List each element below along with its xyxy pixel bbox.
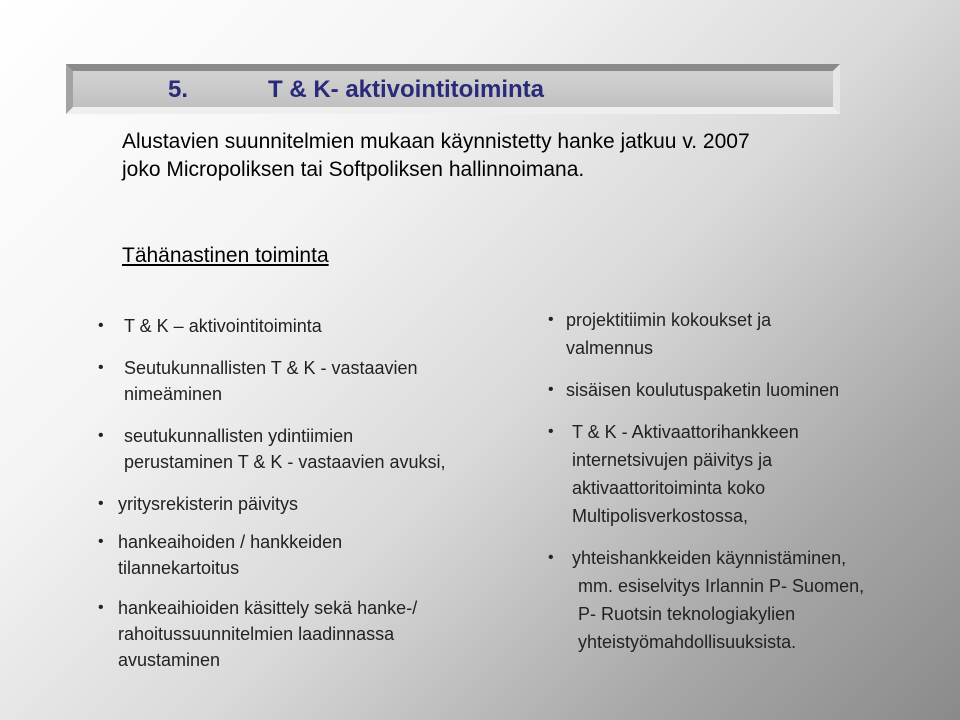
slide-title: T & K- aktivointitoiminta (268, 76, 544, 103)
list-item-text: T & K – aktivointitoiminta (124, 316, 322, 336)
list-item-text: perustaminen T & K - vastaavien avuksi, (124, 452, 446, 472)
list-item-text: seutukunnallisten ydintiimien (124, 426, 354, 446)
right-bullet-list (548, 306, 864, 656)
bullet-icon: • (548, 549, 554, 566)
list-item-text: mm. esiselvitys Irlannin P- Suomen, (578, 576, 865, 596)
bullet-icon: • (98, 533, 104, 550)
intro-line-1: Alustavien suunnitelmien mukaan käynnistetty hanke jatkuu v. 2007 (122, 130, 750, 153)
list-item (548, 306, 864, 362)
list-item-text: rahoitussuunnitelmien laadinnassa (118, 624, 395, 644)
list-item-text: sisäisen koulutuspaketin luominen (566, 380, 840, 400)
list-item-text: T & K - Aktivaattorihankkeen (572, 422, 799, 442)
bullet-icon: • (548, 423, 554, 440)
list-item-text: projektitiimin kokoukset ja (566, 310, 772, 330)
list-item-text: avustaminen (118, 650, 221, 670)
list-item-text: valmennus (566, 338, 654, 358)
list-item (98, 491, 446, 517)
bullet-icon: • (548, 311, 554, 328)
intro-text (122, 128, 842, 184)
title-bar (66, 64, 840, 114)
list-item (98, 529, 446, 581)
list-item (98, 313, 446, 339)
list-item (98, 423, 446, 475)
list-item (548, 418, 864, 530)
intro-line-2: joko Micropoliksen tai Softpoliksen hallinnoimana. (122, 158, 585, 181)
list-item-text: nimeäminen (124, 384, 223, 404)
list-item-text: yritysrekisterin päivitys (118, 494, 299, 514)
bullet-icon: • (98, 599, 104, 616)
left-bullet-list (98, 313, 446, 673)
bullet-icon: • (548, 381, 554, 398)
list-item-text: P- Ruotsin teknologiakylien (578, 604, 796, 624)
list-item (98, 355, 446, 407)
list-item-text: yhteishankkeiden käynnistäminen, (572, 548, 847, 568)
section-heading: Tähänastinen toiminta (122, 244, 329, 267)
list-item-text: aktivaattoritoiminta koko (572, 478, 766, 498)
list-item-text: hankeaihioiden käsittely sekä hanke-/ (118, 598, 418, 618)
bullet-icon: • (98, 317, 104, 334)
bullet-icon: • (98, 495, 104, 512)
list-item-text: internetsivujen päivitys ja (572, 450, 773, 470)
list-item-text: hankeaihoiden / hankkeiden (118, 532, 343, 552)
list-item (548, 376, 864, 404)
list-item (548, 544, 864, 656)
bullet-icon: • (98, 359, 104, 376)
list-item-text: yhteistyömahdollisuuksista. (578, 632, 797, 652)
title-number: 5. (168, 76, 189, 103)
bullet-icon: • (98, 427, 104, 444)
list-item-text: tilannekartoitus (118, 558, 240, 578)
list-item-text: Multipolisverkostossa, (572, 506, 749, 526)
list-item (98, 595, 446, 673)
list-item-text: Seutukunnallisten T & K - vastaavien (124, 358, 418, 378)
